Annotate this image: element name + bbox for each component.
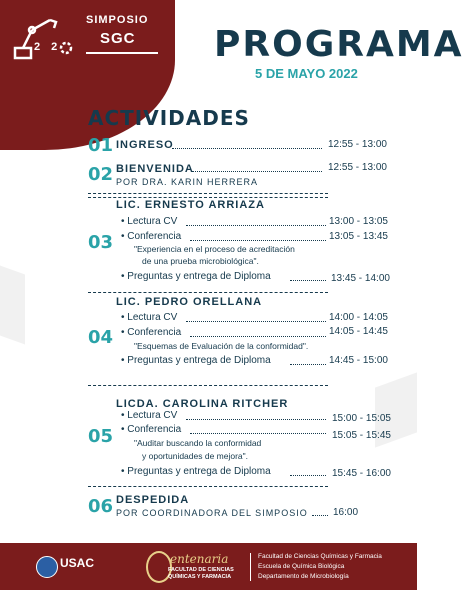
item-time: 16:00 bbox=[333, 507, 359, 518]
divider bbox=[86, 52, 158, 54]
leader-dots bbox=[186, 225, 326, 226]
leader-dots bbox=[186, 419, 326, 420]
activity-time: 14:45 - 15:00 bbox=[329, 355, 388, 366]
centenaria-logo-text: entenaria bbox=[170, 552, 229, 566]
activity-label: • Preguntas y entrega de Diploma bbox=[121, 466, 271, 477]
conference-title: y oportunidades de mejora". bbox=[142, 451, 249, 461]
school-line: Escuela de Química Biológica bbox=[258, 563, 345, 570]
leader-dots bbox=[312, 515, 328, 516]
item-title: BIENVENIDA bbox=[116, 163, 194, 175]
item-number: 02 bbox=[88, 164, 114, 185]
activity-label: • Lectura CV bbox=[121, 312, 177, 323]
item-number: 04 bbox=[88, 327, 114, 348]
speaker-name: LIC. ERNESTO ARRIAZA bbox=[116, 199, 265, 211]
activity-time: 15:05 - 15:45 bbox=[332, 430, 391, 441]
page-title: PROGRAMA bbox=[214, 24, 464, 65]
event-date: 5 DE MAYO 2022 bbox=[255, 66, 358, 81]
item-number: 05 bbox=[88, 426, 114, 447]
activity-label: • Preguntas y entrega de Diploma bbox=[121, 271, 271, 282]
item-time: 12:55 - 13:00 bbox=[328, 139, 387, 150]
simposio-label: SIMPOSIO bbox=[86, 14, 149, 26]
leader-dots bbox=[190, 433, 326, 434]
conference-title: "Auditar buscando la conformidad bbox=[134, 438, 262, 448]
activity-time: 14:00 - 14:05 bbox=[329, 312, 388, 323]
leader-dots bbox=[172, 148, 322, 149]
activity-time: 14:05 - 14:45 bbox=[329, 326, 388, 337]
leader-dots bbox=[290, 364, 326, 365]
item-title: INGRESO bbox=[116, 139, 174, 151]
usac-logo-icon bbox=[36, 556, 58, 578]
activity-label: • Conferencia bbox=[121, 424, 181, 435]
activity-label: • Lectura CV bbox=[121, 410, 177, 421]
conference-title: "Esquemas de Evaluación de la conformidad". bbox=[134, 341, 309, 351]
item-number: 01 bbox=[88, 135, 114, 156]
item-subtitle: POR DRA. KARIN HERRERA bbox=[116, 177, 259, 187]
item-number: 06 bbox=[88, 496, 114, 517]
centenaria-sub2: QUÍMICAS Y FARMACIA bbox=[168, 574, 232, 580]
conference-title: "Experiencia en el proceso de acreditación bbox=[134, 244, 295, 254]
sgc-label: SGC bbox=[100, 30, 136, 47]
item-subtitle: POR COORDINADORA DEL SIMPOSIO bbox=[116, 508, 308, 518]
activity-time: 15:00 - 15:05 bbox=[332, 413, 391, 424]
activity-label: • Lectura CV bbox=[121, 216, 177, 227]
leader-dots bbox=[290, 280, 326, 281]
activity-time: 13:45 - 14:00 bbox=[331, 273, 390, 284]
activity-label: • Conferencia bbox=[121, 327, 181, 338]
dashed-divider bbox=[88, 292, 328, 293]
divider bbox=[250, 553, 251, 581]
dashed-divider bbox=[88, 385, 328, 386]
department-line: Departamento de Microbiología bbox=[258, 573, 349, 580]
conference-title: de una prueba microbiológica". bbox=[142, 256, 259, 266]
item-number: 03 bbox=[88, 232, 114, 253]
year-text: 2 2 bbox=[34, 41, 62, 53]
leader-dots bbox=[192, 171, 322, 172]
faculty-line: Facultad de Ciencias Químicas y Farmacia bbox=[258, 553, 382, 560]
item-title: DESPEDIDA bbox=[116, 494, 190, 506]
leader-dots bbox=[190, 240, 326, 241]
dashed-divider bbox=[88, 197, 328, 198]
leader-dots bbox=[186, 321, 326, 322]
robot-arm-icon bbox=[12, 12, 62, 62]
activity-time: 13:00 - 13:05 bbox=[329, 216, 388, 227]
activity-label: • Conferencia bbox=[121, 231, 181, 242]
item-time: 12:55 - 13:00 bbox=[328, 162, 387, 173]
leader-dots bbox=[190, 336, 326, 337]
speaker-name: LIC. PEDRO ORELLANA bbox=[116, 296, 263, 308]
activities-heading: ACTIVIDADES bbox=[88, 106, 250, 130]
centenaria-sub1: FACULTAD DE CIENCIAS bbox=[168, 567, 234, 573]
usac-logo-text: USAC bbox=[60, 556, 95, 570]
speaker-name: LICDA. CAROLINA RITCHER bbox=[116, 398, 289, 410]
dashed-divider bbox=[88, 486, 328, 487]
dashed-divider bbox=[88, 193, 328, 194]
activity-time: 15:45 - 16:00 bbox=[332, 468, 391, 479]
decor-hexagon bbox=[0, 265, 25, 344]
activity-time: 13:05 - 13:45 bbox=[329, 231, 388, 242]
activity-label: • Preguntas y entrega de Diploma bbox=[121, 355, 271, 366]
leader-dots bbox=[290, 475, 326, 476]
